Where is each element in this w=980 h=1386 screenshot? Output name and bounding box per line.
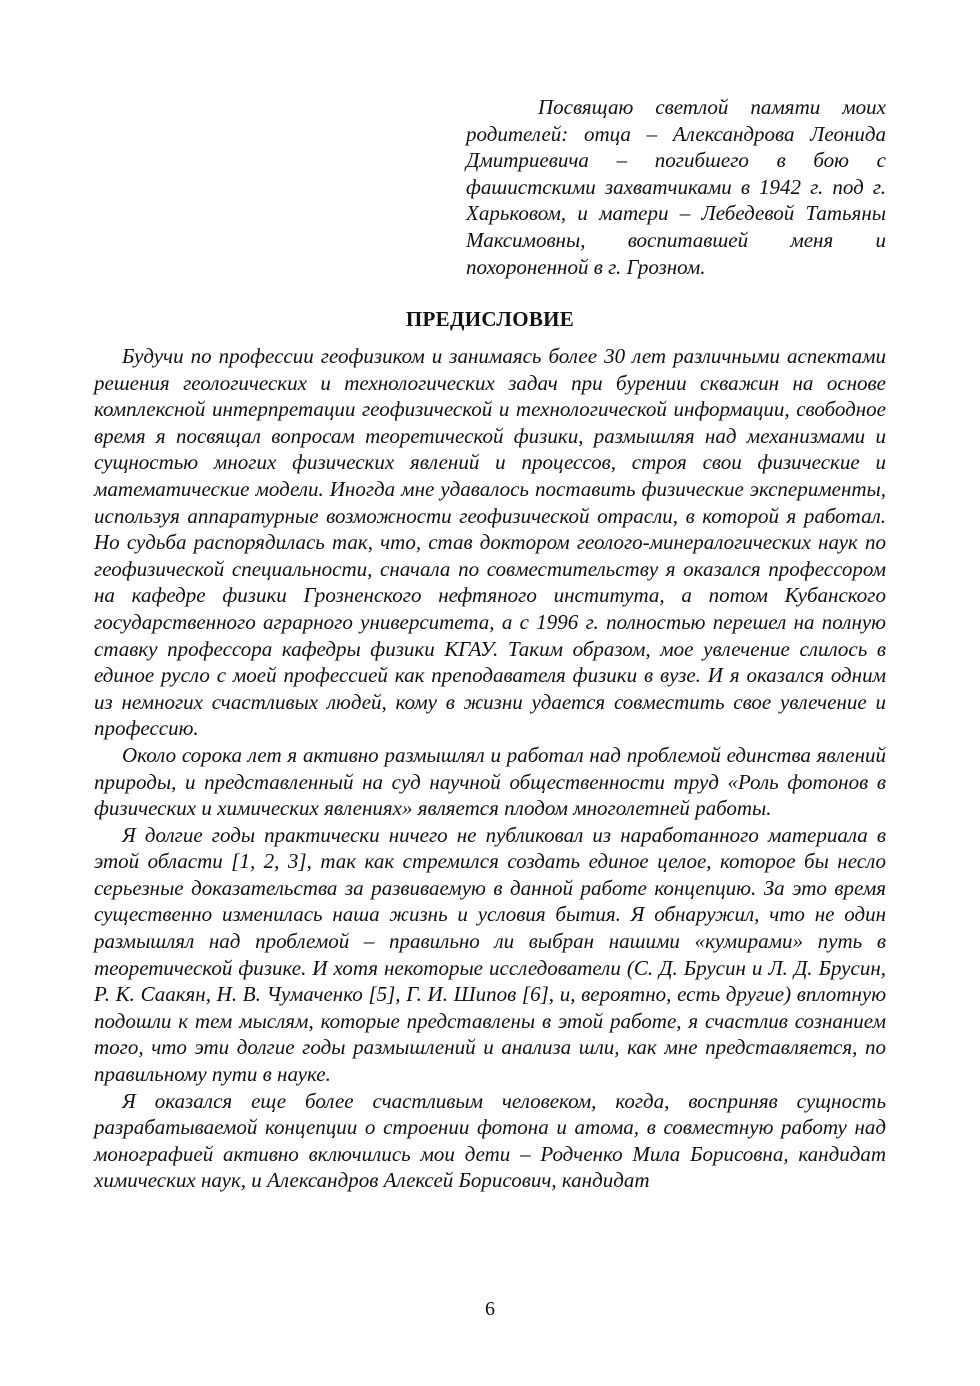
preface-body <box>94 343 886 1194</box>
paragraph: Около сорока лет я активно размышлял и работал над проблемой единства явлений природы, и представленный на суд научной общественности труд «Роль фотонов в физических и химических явлениях» является плодом многолетней работы. <box>94 742 886 821</box>
paragraph: Я долгие годы практически ничего не публиковал из наработанного материала в этой области [1, 2, 3], так как стремился создать единое целое, которое бы несло серьезные доказательства за развиваемую в данной работе концепцию. За это время существенно изменилась наша жизнь и условия бытия. Я обнаружил, что не один размышлял над проблемой – правильно ли выбран нашими «кумирами» путь в теоретической физике. И хотя некоторые исследователи (С. Д. Брусин и Л. Д. Брусин, Р. К. Саакян, Н. В. Чумаченко [5], Г. И. Шипов [6], и, вероятно, есть другие) вплотную подошли к тем мыслям, которые представлены в этой работе, я счастлив сознанием того, что эти долгие годы размышлений и анализа шли, как мне представляется, по правильному пути в науке. <box>94 822 886 1087</box>
paragraph: Будучи по профессии геофизиком и занимаясь более 30 лет различными аспектами решения геологических и технологических задач при бурении скважин на основе комплексной интерпретации геофизической и технологической информации, свободное время я посвящал вопросам теоретической физики, размышляя над механизмами и сущностью многих физических явлений и процессов, строя свои физические и математические модели. Иногда мне удавалось поставить физические эксперименты, используя аппаратурные возможности геофизической отрасли, в которой я работал. Но судьба распорядилась так, что, став доктором геолого-минералогических наук по геофизической специальности, сначала по совместительству я оказался профессором на кафедре физики Грозненского нефтяного института, а потом Кубанского государственного аграрного университета, а с 1996 г. полностью перешел на полную ставку профессора кафедры физики КГАУ. Таким образом, мое увлечение слилось в единое русло с моей профессией как преподавателя физики в вузе. И я оказался одним из немногих счастливых людей, кому в жизни удается совместить свое увлечение и профессию. <box>94 344 886 741</box>
paragraph: Я оказался еще более счастливым человеком, когда, восприняв сущность разрабатываемой концепции о строении фотона и атома, в совместную работу над монографией активно включились мои дети – Родченко Мила Борисовна, кандидат химических наук, и Александров Алексей Борисович, кандидат <box>94 1088 886 1193</box>
section-heading: ПРЕДИСЛОВИЕ <box>405 307 575 331</box>
dedication-epigraph: Посвящаю светлой памяти моих родителей: отца – Александрова Леонида Дмитриевича – погибшего в бою с фашистскими захватчиками в 1942 г. под г. Харьковом, и матери – Лебедевой Татьяны Максимовны, воспитавшей меня и похороненной в г. Грозном. <box>466 95 886 279</box>
page-number: 6 <box>485 1298 495 1320</box>
